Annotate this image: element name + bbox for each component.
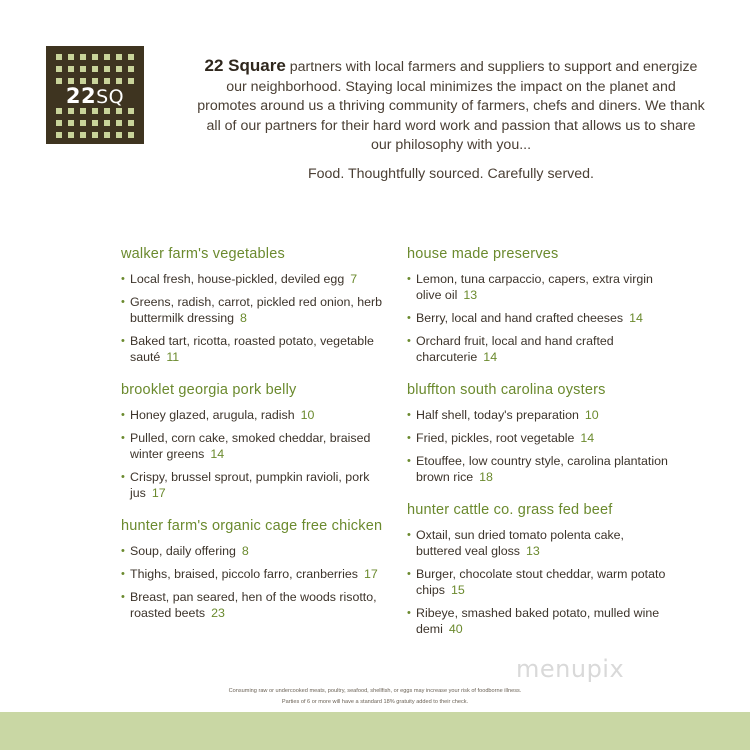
logo-letters: SQ	[96, 86, 125, 108]
menu-item-name: Soup, daily offering	[130, 544, 236, 558]
logo-dot	[80, 66, 86, 72]
logo-dot	[116, 120, 122, 126]
menu-item	[407, 333, 672, 365]
watermark: menupix	[516, 655, 625, 683]
footnote-gratuity: Parties of 6 or more will have a standard 18% gratuity added to their check.	[281, 699, 469, 705]
intro-paragraph	[196, 56, 706, 156]
logo-dot	[104, 108, 110, 114]
menu-item-price: 10	[300, 408, 315, 422]
menu-item-price: 13	[463, 288, 478, 302]
section-title: brooklet georgia pork belly	[121, 382, 297, 398]
menu-item-price: 8	[239, 311, 247, 325]
bullet-icon: •	[407, 529, 411, 541]
section-title: walker farm's vegetables	[121, 246, 285, 262]
logo-dot	[92, 132, 98, 138]
menu-section	[407, 502, 672, 637]
menu-item	[121, 294, 386, 326]
menu-item-price: 14	[210, 447, 225, 461]
logo-dot	[116, 132, 122, 138]
menu-item-name: Pulled, corn cake, smoked cheddar, braised winter greens	[130, 431, 371, 461]
menu-item	[121, 333, 386, 365]
section-title: bluffton south carolina oysters	[407, 382, 606, 398]
menu-item	[407, 605, 672, 637]
logo-dot	[128, 66, 134, 72]
bullet-icon: •	[121, 273, 125, 285]
menu-item-name: Crispy, brussel sprout, pumpkin ravioli, pork jus	[130, 470, 370, 500]
logo-dot	[104, 66, 110, 72]
logo-dot	[80, 108, 86, 114]
logo-dot	[128, 54, 134, 60]
menu-item	[121, 566, 386, 582]
menu-item-price: 14	[580, 431, 595, 445]
bullet-icon: •	[407, 335, 411, 347]
footnotes	[150, 686, 600, 708]
menu-item-name: Lemon, tuna carpaccio, capers, extra virgin olive oil	[416, 272, 653, 302]
logo-dot	[92, 54, 98, 60]
section-title: hunter cattle co. grass fed beef	[407, 502, 613, 518]
logo-dot	[68, 132, 74, 138]
menu-item-name: Local fresh, house-pickled, deviled egg	[130, 272, 345, 286]
menu-item-name: Fried, pickles, root vegetable	[416, 431, 575, 445]
menu-item-name: Thighs, braised, piccolo farro, cranberries	[130, 567, 358, 581]
logo-dot	[92, 108, 98, 114]
menu-item	[407, 271, 672, 303]
bullet-icon: •	[121, 432, 125, 444]
section-title: house made preserves	[407, 246, 559, 262]
menu-item-price: 17	[363, 567, 378, 581]
logo-dot	[128, 132, 134, 138]
logo-dot	[80, 132, 86, 138]
logo-dot	[80, 54, 86, 60]
menu-item-price: 17	[151, 486, 166, 500]
menu-item-name: Burger, chocolate stout cheddar, warm potato chips	[416, 567, 666, 597]
menu-item	[407, 566, 672, 598]
menu-item-name: Honey glazed, arugula, radish	[130, 408, 295, 422]
brand-name: 22 Square	[204, 56, 286, 75]
bullet-icon: •	[121, 545, 125, 557]
menu-item-price: 40	[448, 622, 463, 636]
menu-item	[121, 589, 386, 621]
menu-item	[407, 430, 672, 446]
menu-section	[121, 246, 386, 365]
menu-section	[121, 518, 386, 621]
menu-item-price: 8	[241, 544, 249, 558]
logo-dot	[56, 108, 62, 114]
logo-dot	[68, 54, 74, 60]
bullet-icon: •	[407, 455, 411, 467]
logo-dot	[56, 120, 62, 126]
menu-item-name: Breast, pan seared, hen of the woods risotto, roasted beets	[130, 590, 377, 620]
menu-item-name: Half shell, today's preparation	[416, 408, 579, 422]
bottom-band	[0, 712, 750, 750]
menu-item	[121, 543, 386, 559]
menu-item	[407, 527, 672, 559]
menu-item-price: 13	[526, 544, 540, 558]
menu-item	[121, 469, 386, 501]
bullet-icon: •	[121, 409, 125, 421]
logo-dot	[68, 66, 74, 72]
logo-dot	[116, 54, 122, 60]
menu-item-price: 11	[166, 350, 180, 364]
logo-dot	[104, 120, 110, 126]
menu-item-price: 18	[479, 470, 493, 484]
logo-dot	[56, 54, 62, 60]
bullet-icon: •	[121, 568, 125, 580]
bullet-icon: •	[407, 312, 411, 324]
bullet-icon: •	[407, 409, 411, 421]
menu-item	[407, 310, 672, 326]
tagline: Food. Thoughtfully sourced. Carefully served.	[307, 166, 594, 182]
menu-column-right	[407, 246, 672, 654]
bullet-icon: •	[407, 607, 411, 619]
menu-item-name: Ribeye, smashed baked potato, mulled wine demi	[416, 606, 660, 636]
menu-item-price: 14	[483, 350, 498, 364]
bullet-icon: •	[121, 591, 125, 603]
menu-item-price: 15	[450, 583, 465, 597]
menu-item-price: 14	[629, 311, 643, 325]
menu-item-name: Baked tart, ricotta, roasted potato, vegetable sauté	[130, 334, 374, 364]
menu-item-name: Etouffee, low country style, carolina plantation brown rice	[416, 454, 668, 484]
menu-item-name: Greens, radish, carrot, pickled red onion, herb buttermilk dressing	[130, 295, 383, 325]
bullet-icon: •	[407, 273, 411, 285]
logo-dot	[116, 108, 122, 114]
logo-dot	[104, 54, 110, 60]
menu-section	[407, 382, 672, 485]
logo-dot	[68, 120, 74, 126]
menu-item-price: 23	[211, 606, 225, 620]
menu-item-price: 10	[584, 408, 599, 422]
bullet-icon: •	[407, 568, 411, 580]
logo-dot	[92, 120, 98, 126]
logo-dot	[80, 120, 86, 126]
menu-item-price: 7	[350, 272, 358, 286]
logo-dot	[128, 108, 134, 114]
intro-text: partners with local farmers and suppliers to support and energize our neighborhood. Staying local minimizes the impact on the planet and promotes around us a thriving community of farmers, chefs and diners. We thank all of our partners for their hard word work and passion that allows us to share our philosophy with you...	[197, 59, 705, 153]
menu-column-left	[121, 246, 386, 638]
menu-item-name: Orchard fruit, local and hand crafted charcuterie	[416, 334, 614, 364]
menu-item	[407, 407, 672, 423]
logo-dot	[56, 66, 62, 72]
logo-dot	[116, 66, 122, 72]
menu-item	[121, 271, 386, 287]
logo-text	[46, 84, 144, 108]
footnote-raw-food: Consuming raw or undercooked meats, poultry, seafood, shellfish, or eggs may increase your risk of foodborne illness.	[228, 688, 522, 694]
menu-item	[407, 453, 672, 485]
bullet-icon: •	[121, 335, 125, 347]
menu-section	[121, 382, 386, 501]
logo-number: 22	[65, 84, 97, 108]
menu-item-name: Oxtail, sun dried tomato polenta cake, buttered veal gloss	[416, 528, 625, 558]
menu-section	[407, 246, 672, 365]
menu-item	[121, 430, 386, 462]
menu-item-name: Berry, local and hand crafted cheeses	[416, 311, 624, 325]
logo-dot	[68, 108, 74, 114]
bullet-icon: •	[121, 471, 125, 483]
bullet-icon: •	[407, 432, 411, 444]
logo	[46, 46, 144, 144]
section-title: hunter farm's organic cage free chicken	[121, 518, 383, 534]
logo-dot	[92, 66, 98, 72]
bullet-icon: •	[121, 296, 125, 308]
logo-dot	[128, 120, 134, 126]
logo-dot	[56, 132, 62, 138]
menu-item	[121, 407, 386, 423]
logo-dot	[104, 132, 110, 138]
